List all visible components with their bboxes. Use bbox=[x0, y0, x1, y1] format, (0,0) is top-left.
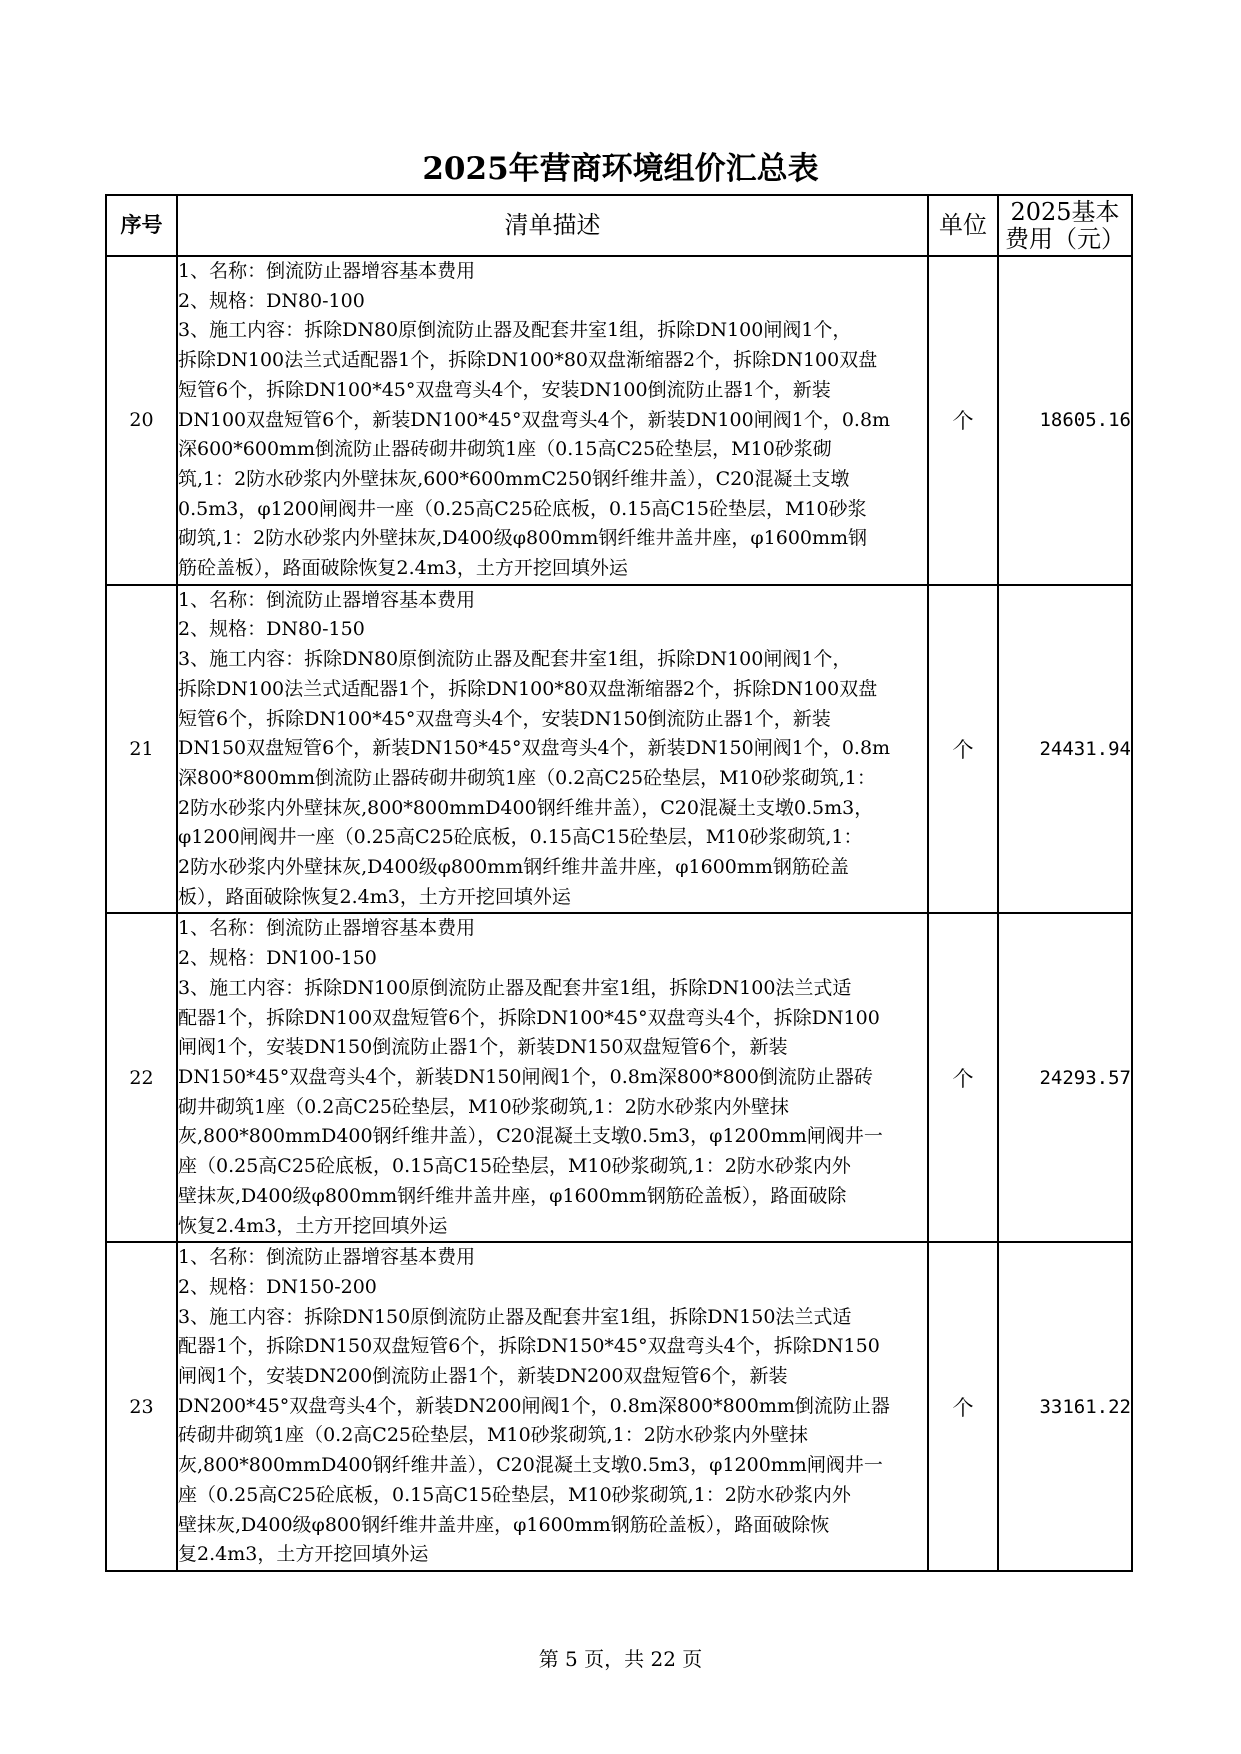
description-line: 灰,800*800mmD400钢纤维井盖），C20混凝土支墩0.5m3，φ1200mm闸阀井一 bbox=[178, 1454, 883, 1477]
row-unit: 个 bbox=[928, 256, 998, 585]
row-amount: 33161.22 bbox=[998, 1242, 1132, 1571]
header-cost: 2025基本费用（元） bbox=[998, 195, 1132, 256]
description-line: 3、施工内容：拆除DN100原倒流防止器及配套井室1组，拆除DN100法兰式适 bbox=[178, 976, 852, 999]
table-row bbox=[106, 1242, 1132, 1571]
description-line: φ1200闸阀井一座（0.25高C25砼底板，0.15高C15砼垫层，M10砂浆砌筑,1： bbox=[178, 826, 863, 849]
description-line: 配器1个，拆除DN150双盘短管6个，拆除DN150*45°双盘弯头4个，拆除DN150 bbox=[178, 1335, 880, 1358]
description-line: 筋砼盖板），路面破除恢复2.4m3，土方开挖回填外运 bbox=[178, 557, 628, 580]
description-line: 3、施工内容：拆除DN80原倒流防止器及配套井室1组，拆除DN100闸阀1个， bbox=[178, 319, 852, 342]
description-line: 砌井砌筑1座（0.2高C25砼垫层，M10砂浆砌筑,1：2防水砂浆内外壁抹 bbox=[178, 1095, 789, 1118]
row-description bbox=[177, 913, 928, 1242]
description-line: 灰,800*800mmD400钢纤维井盖），C20混凝土支墩0.5m3，φ1200mm闸阀井一 bbox=[178, 1125, 883, 1148]
description-line: 0.5m3，φ1200闸阀井一座（0.25高C25砼底板，0.15高C15砼垫层，M10砂浆 bbox=[178, 497, 867, 520]
page-number: 第 5 页，共 22 页 bbox=[538, 1647, 703, 1671]
description-line: 恢复2.4m3，土方开挖回填外运 bbox=[178, 1214, 448, 1237]
description-line: 筑,1：2防水砂浆内外壁抹灰,600*600mmC250钢纤维井盖），C20混凝土支墩 bbox=[178, 467, 850, 490]
description-line: 短管6个，拆除DN100*45°双盘弯头4个，安装DN100倒流防止器1个，新装 bbox=[178, 378, 831, 401]
description-line: 3、施工内容：拆除DN80原倒流防止器及配套井室1组，拆除DN100闸阀1个， bbox=[178, 648, 852, 671]
row-number: 23 bbox=[106, 1242, 177, 1571]
description-line: 闸阀1个，安装DN150倒流防止器1个，新装DN150双盘短管6个，新装 bbox=[178, 1036, 788, 1059]
row-amount: 24293.57 bbox=[998, 913, 1132, 1242]
row-unit: 个 bbox=[928, 1242, 998, 1571]
table-row bbox=[106, 585, 1132, 914]
description-line: DN200*45°双盘弯头4个，新装DN200闸阀1个，0.8m深800*800mm倒流防止器 bbox=[178, 1394, 890, 1417]
description-line: 1、名称：倒流防止器增容基本费用 bbox=[178, 1246, 476, 1269]
description-line: DN100双盘短管6个，新装DN100*45°双盘弯头4个，新装DN100闸阀1个，0.8m bbox=[178, 408, 891, 431]
description-line: 砖砌井砌筑1座（0.2高C25砼垫层，M10砂浆砌筑,1：2防水砂浆内外壁抹 bbox=[178, 1424, 808, 1447]
description-line: 深800*800mm倒流防止器砖砌井砌筑1座（0.2高C25砼垫层，M10砂浆砌筑,1： bbox=[178, 766, 876, 789]
description-line: 闸阀1个，安装DN200倒流防止器1个，新装DN200双盘短管6个，新装 bbox=[178, 1365, 788, 1388]
row-description bbox=[177, 585, 928, 914]
description-line: 壁抹灰,D400级φ800mm钢纤维井盖井座，φ1600mm钢筋砼盖板），路面破除 bbox=[178, 1184, 847, 1207]
description-line: 2、规格：DN80-100 bbox=[178, 289, 365, 312]
table-header-row bbox=[106, 195, 1132, 256]
row-number: 20 bbox=[106, 256, 177, 585]
description-line: 1、名称：倒流防止器增容基本费用 bbox=[178, 588, 476, 611]
description-line: 座（0.25高C25砼底板，0.15高C15砼垫层，M10砂浆砌筑,1：2防水砂浆内外 bbox=[178, 1483, 851, 1506]
description-line: 2、规格：DN80-150 bbox=[178, 618, 365, 641]
description-line: 座（0.25高C25砼底板，0.15高C15砼垫层，M10砂浆砌筑,1：2防水砂浆内外 bbox=[178, 1155, 851, 1178]
description-line: 拆除DN100法兰式适配器1个，拆除DN100*80双盘渐缩器2个，拆除DN100双盘 bbox=[178, 349, 878, 372]
description-line: 2防水砂浆内外壁抹灰,D400级φ800mm钢纤维井盖井座，φ1600mm钢筋砼盖 bbox=[178, 856, 849, 879]
row-amount: 18605.16 bbox=[998, 256, 1132, 585]
description-line: 2、规格：DN150-200 bbox=[178, 1275, 377, 1298]
row-unit: 个 bbox=[928, 585, 998, 914]
description-line: 1、名称：倒流防止器增容基本费用 bbox=[178, 260, 476, 282]
description-line: 砌筑,1：2防水砂浆内外壁抹灰,D400级φ800mm钢纤维井盖井座，φ1600mm钢 bbox=[178, 527, 868, 550]
description-line: 2、规格：DN100-150 bbox=[178, 947, 377, 970]
row-number: 21 bbox=[106, 585, 177, 914]
row-amount: 24431.94 bbox=[998, 585, 1132, 914]
header-unit: 单位 bbox=[928, 195, 998, 256]
table-row bbox=[106, 256, 1132, 585]
description-line: 3、施工内容：拆除DN150原倒流防止器及配套井室1组，拆除DN150法兰式适 bbox=[178, 1305, 852, 1328]
description-line: 复2.4m3，土方开挖回填外运 bbox=[178, 1543, 429, 1566]
row-unit: 个 bbox=[928, 913, 998, 1242]
price-summary-table bbox=[105, 194, 1133, 1572]
document-title: 2025年营商环境组价汇总表 bbox=[422, 151, 819, 187]
description-line: 配器1个，拆除DN100双盘短管6个，拆除DN100*45°双盘弯头4个，拆除DN100 bbox=[178, 1006, 880, 1029]
description-line: 拆除DN100法兰式适配器1个，拆除DN100*80双盘渐缩器2个，拆除DN100双盘 bbox=[178, 677, 878, 700]
row-description bbox=[177, 256, 928, 585]
description-line: 深600*600mm倒流防止器砖砌井砌筑1座（0.15高C25砼垫层，M10砂浆砌 bbox=[178, 438, 832, 461]
description-line: 1、名称：倒流防止器增容基本费用 bbox=[178, 917, 476, 940]
row-number: 22 bbox=[106, 913, 177, 1242]
description-line: 2防水砂浆内外壁抹灰,800*800mmD400钢纤维井盖），C20混凝土支墩0.5m3， bbox=[178, 796, 874, 819]
row-description bbox=[177, 1242, 928, 1571]
header-no: 序号 bbox=[106, 195, 177, 256]
description-line: DN150双盘短管6个，新装DN150*45°双盘弯头4个，新装DN150闸阀1个，0.8m bbox=[178, 737, 891, 760]
description-line: 板），路面破除恢复2.4m3，土方开挖回填外运 bbox=[178, 885, 571, 908]
header-description: 清单描述 bbox=[177, 195, 928, 256]
description-line: 短管6个，拆除DN100*45°双盘弯头4个，安装DN150倒流防止器1个，新装 bbox=[178, 707, 831, 730]
description-line: 壁抹灰,D400级φ800钢纤维井盖井座，φ1600mm钢筋砼盖板），路面破除恢 bbox=[178, 1513, 830, 1536]
description-line: DN150*45°双盘弯头4个，新装DN150闸阀1个，0.8m深800*800倒流防止器砖 bbox=[178, 1065, 873, 1088]
table-row bbox=[106, 913, 1132, 1242]
